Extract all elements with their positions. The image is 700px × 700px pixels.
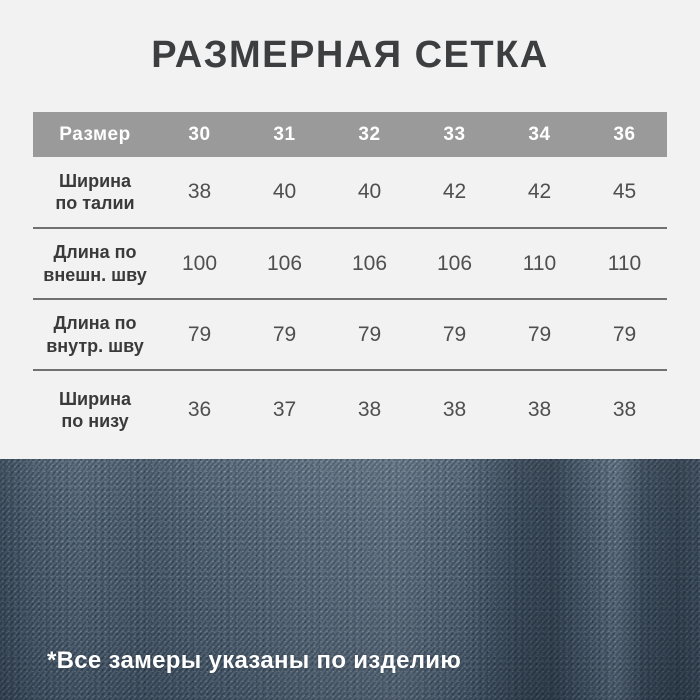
size-value-cell: 38 — [442, 398, 467, 421]
size-value-cell: 79 — [412, 299, 497, 370]
size-value-cell: 79 — [582, 299, 667, 370]
row-label — [33, 157, 157, 228]
row-label-line: Длина по — [53, 242, 137, 262]
size-value-cell: 79 — [242, 299, 327, 370]
row-label — [33, 299, 157, 370]
row-label-line: внутр. шву — [46, 335, 144, 356]
size-table-header-row — [33, 112, 667, 157]
measurements-footnote: *Все замеры указаны по изделию — [47, 647, 462, 674]
header-cell-size-label: Размер — [59, 123, 131, 145]
row-label — [33, 370, 157, 449]
table-row-waist-width — [33, 157, 667, 228]
table-row-outer-seam-length — [33, 228, 667, 299]
header-cell-size-31: 31 — [273, 123, 296, 145]
size-table-container — [33, 112, 667, 449]
size-value-cell: 106 — [412, 228, 497, 299]
size-value-cell: 100 — [157, 228, 242, 299]
size-value-cell: 42 — [497, 157, 582, 228]
size-value-cell: 110 — [497, 228, 582, 299]
header-cell-size-36: 36 — [613, 123, 636, 145]
size-value-cell: 79 — [497, 299, 582, 370]
size-value-cell: 37 — [272, 398, 297, 421]
row-label — [33, 228, 157, 299]
row-label-line: внешн. шву — [43, 264, 147, 285]
size-value-cell: 45 — [582, 157, 667, 228]
row-label-line: по низу — [61, 411, 129, 431]
size-table — [33, 112, 667, 449]
size-value-cell: 79 — [157, 299, 242, 370]
size-value-cell: 38 — [357, 398, 382, 421]
row-label-line: Длина по — [53, 313, 137, 333]
size-value-cell: 36 — [187, 398, 212, 421]
row-label-line: Ширина — [58, 388, 132, 409]
page-title: РАЗМЕРНАЯ СЕТКА — [151, 34, 549, 76]
size-value-cell: 38 — [612, 398, 637, 421]
size-value-cell: 38 — [527, 398, 552, 421]
size-value-cell: 38 — [157, 157, 242, 228]
table-row-bottom-width — [33, 370, 667, 449]
size-value-cell: 106 — [242, 228, 327, 299]
header-cell-size-34: 34 — [528, 123, 551, 145]
size-value-cell: 40 — [327, 157, 412, 228]
size-value-cell: 110 — [582, 228, 667, 299]
table-row-inner-seam-length — [33, 299, 667, 370]
size-value-cell: 40 — [242, 157, 327, 228]
row-label-line: Ширина — [58, 170, 132, 191]
denim-fabric-photo — [0, 459, 700, 700]
size-value-cell: 106 — [327, 228, 412, 299]
header-cell-size-30: 30 — [188, 123, 211, 145]
row-label-line: по талии — [55, 193, 135, 213]
size-value-cell: 42 — [412, 157, 497, 228]
header-cell-size-33: 33 — [443, 123, 466, 145]
header-cell-size-32: 32 — [358, 123, 381, 145]
size-value-cell: 79 — [327, 299, 412, 370]
